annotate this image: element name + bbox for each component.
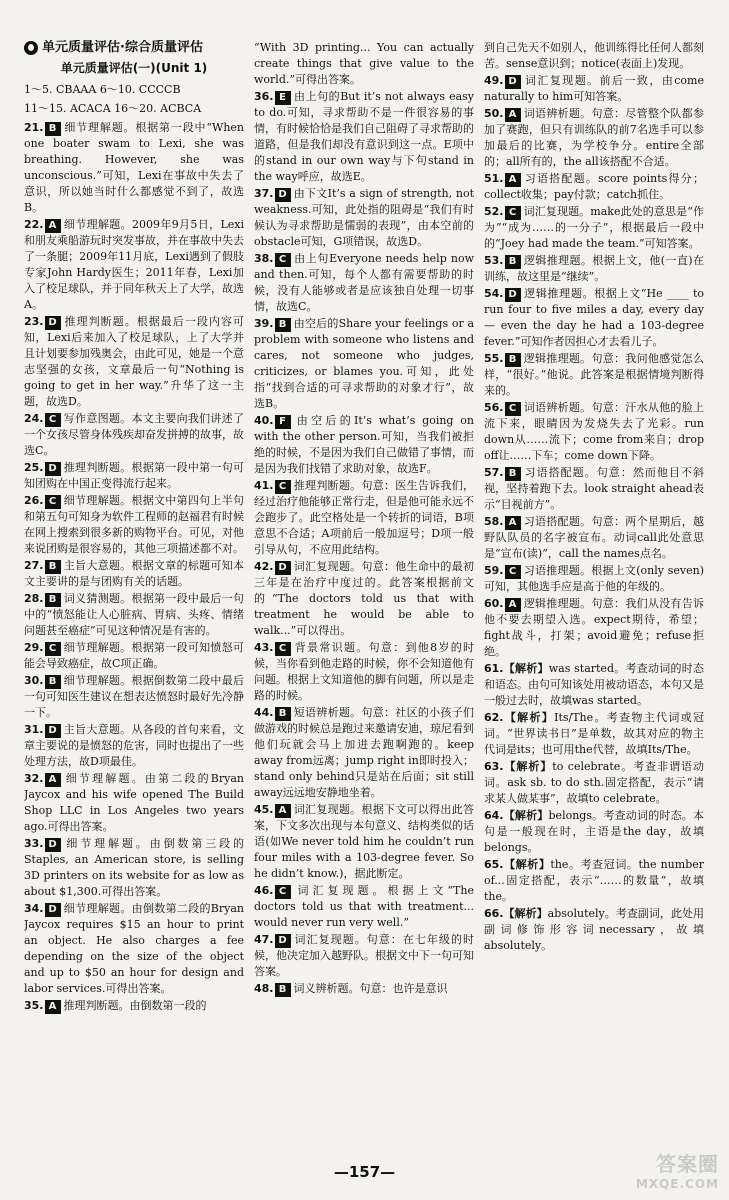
question-number: 23. xyxy=(24,315,44,328)
question-explanation xyxy=(484,563,704,595)
analysis-tag: 【解析】 xyxy=(503,858,551,871)
answer-box: A xyxy=(505,516,521,530)
question-number: 50. xyxy=(484,107,504,120)
explanation-text: 由空后的Share your feelings or a problem with someone who listens and cares, not someone who judges, criticizes, or blames you.可知，此处指“找到合适的可寻求帮助的对象才行”，故选B。 xyxy=(254,317,474,410)
question-number: 60. xyxy=(484,597,504,610)
answer-box: D xyxy=(275,561,291,575)
question-explanation xyxy=(484,286,704,350)
answer-box: D xyxy=(45,838,61,852)
analysis-tag: 【解析】 xyxy=(503,662,549,675)
answer-box: C xyxy=(275,253,291,267)
page-number: —157— xyxy=(333,1163,396,1181)
explanation-text: 习语搭配题。句意：两个星期后，越野队队员的名字被宣布。动词call此处意思是“宣布(读)”，call the names点名。 xyxy=(484,515,704,560)
question-explanation xyxy=(484,253,704,285)
question-explanation xyxy=(24,314,244,410)
answer-box: D xyxy=(275,188,291,202)
question-explanation xyxy=(254,89,474,185)
question-explanation xyxy=(254,186,474,250)
answer-box: D xyxy=(45,903,61,917)
question-explanation xyxy=(484,73,704,105)
question-number: 30. xyxy=(24,674,44,687)
question-number: 55. xyxy=(484,352,504,365)
analysis-tag: 【解析】 xyxy=(503,711,555,724)
explanation-text: 习语推理题。根据上文(only seven)可知，其他选手应是高于他的年级的。 xyxy=(484,564,704,593)
question-explanation xyxy=(24,771,244,835)
question-number: 43. xyxy=(254,641,274,654)
answer-box: C xyxy=(275,480,291,494)
unit-title: 单元质量评估(一)(Unit 1) xyxy=(60,61,208,75)
question-number: 36. xyxy=(254,90,274,103)
explanation-text: 词汇复现题。make此处的意思是“作为”“成为……的一分子”，根据最后一段中的“Joey had made the team.”可知答案。 xyxy=(484,205,704,250)
explanation-text: 到自己先天不如别人，他训练得比任何人都刻苦。sense意识到；notice(表面上)发现。 xyxy=(484,41,704,70)
answer-box: B xyxy=(275,707,291,721)
explanation-text: 细节理解题。由倒数第三段的Staples, an American store, is selling 3D printers on its website for as low as about $1,300.可得出答案。 xyxy=(24,837,244,898)
answer-box: B xyxy=(45,560,61,574)
question-number: 61. xyxy=(484,662,504,675)
answer-box: D xyxy=(275,934,291,948)
answer-box: D xyxy=(505,75,521,89)
question-explanation xyxy=(484,106,704,170)
answer-box: A xyxy=(45,773,61,787)
question-number: 58. xyxy=(484,515,504,528)
explanation-text: 词汇复现题。前后一致，由come naturally to him可知答案。 xyxy=(484,74,704,103)
question-number: 27. xyxy=(24,559,44,572)
explanation-text: 写作意图题。本文主要向我们讲述了一个女孩尽管身体残疾却奋发拼搏的故事，故选C。 xyxy=(24,412,244,457)
explanation-text: 细节理解题。根据第一段中“When one boater swam to Lexi, she was breathing. However, she was unconscious.”可知，Lexi在事故中失去了意识，所以她当时什么都感觉不到了，故选B。 xyxy=(24,121,244,214)
question-explanation xyxy=(254,478,474,558)
question-explanation xyxy=(484,351,704,399)
answer-box: B xyxy=(275,983,291,997)
answer-box: C xyxy=(45,642,61,656)
question-number: 31. xyxy=(24,723,44,736)
answer-page xyxy=(24,40,705,1160)
question-number: 37. xyxy=(254,187,274,200)
question-explanation xyxy=(254,559,474,639)
answer-box: A xyxy=(45,1000,61,1014)
question-explanation xyxy=(484,465,704,513)
watermark-logo xyxy=(636,1154,719,1194)
explanation-text: belongs。考查动词的时态。本句是一般现在时，主语是the day，故填belongs。 xyxy=(484,809,704,854)
explanation-text: 由下文It’s a sign of strength, not weakness.可知，此处指的阻碍是“我们有时候认为寻求帮助是懦弱的表现”，由本空前的obstacle可知，G项错误，故选D。 xyxy=(254,187,474,248)
answer-box: C xyxy=(505,565,521,579)
question-explanation xyxy=(24,640,244,672)
explanation-text: 词汇复现题。根据下文可以得出此答案，下文多次出现与本句意义、结构类似的话语(如We never told him he couldn’t run four miles with a 103-degree fever. So he didn’t know.)，据此断定。 xyxy=(254,803,474,880)
question-explanation xyxy=(24,217,244,313)
explanation-text: 推理判断题。句意：医生告诉我们，经过治疗他能够正常行走，但是他可能永远不会跑步了。此空格处是一个转折的词语，B项意思不合适；A项前后一般加逗号；D项一般引导从句，不应用此结构。 xyxy=(254,479,474,556)
answer-box: A xyxy=(45,219,61,233)
question-explanation xyxy=(254,802,474,882)
answer-box: C xyxy=(505,206,521,220)
question-number: 39. xyxy=(254,317,274,330)
explanation-text: 词汇复现题。根据上文“The doctors told us that with treatment... would never run very well.” xyxy=(254,884,474,929)
explanation-text: 习语搭配题。score points得分；collect收集；pay付款；catch抓住。 xyxy=(484,172,704,201)
answer-box: B xyxy=(505,353,521,367)
section-logo-icon xyxy=(24,41,38,55)
explanation-text: 习语搭配题。句意：然而他目不斜视，坚持着跑下去。look straight ahead表示“目视前方”。 xyxy=(484,466,704,511)
question-explanation xyxy=(254,705,474,801)
explanation-text: absolutely。考查副词，此处用副词修饰形容词necessary，故填absolutely。 xyxy=(484,907,704,952)
explanation-text: 细节理解题。根据倒数第二段中最后一句可知医生建议在想表达愤怒时最好先冷静一下。 xyxy=(24,674,244,719)
question-number: 59. xyxy=(484,564,504,577)
question-number: 48. xyxy=(254,982,274,995)
explanation-text: 由上句Everyone needs help now and then.可知，每个人都有需要帮助的时候，没有人能够或者是应该独自处理一切事情，故选C。 xyxy=(254,252,474,313)
explanation-text: 词语辨析题。句意：汗水从他的脸上流下来，眼睛因为发烧失去了光彩。run down从……流下；come from来自；drop off让……下车；come down下降。 xyxy=(484,401,704,462)
question-number: 54. xyxy=(484,287,504,300)
analysis-tag: 【解析】 xyxy=(503,760,553,773)
explanation-text: 推理判断题。根据第一段中第一句可知团购在中国正变得流行起来。 xyxy=(24,461,244,490)
question-number: 22. xyxy=(24,218,44,231)
answer-box: C xyxy=(45,413,61,427)
explanation-text: 主旨大意题。根据文章的标题可知本文主要讲的是与团购有关的话题。 xyxy=(24,559,244,588)
analysis-tag: 【解析】 xyxy=(503,809,549,822)
answer-box: D xyxy=(45,316,61,330)
explanation-text: 逻辑推理题。句意：我问他感觉怎么样，“很好。”他说。此答案是根据情境判断得来的。 xyxy=(484,352,704,397)
question-number: 52. xyxy=(484,205,504,218)
explanation-text: “With 3D printing... You can actually create things that give value to the world.”可得出答案。 xyxy=(254,41,474,86)
question-explanation xyxy=(484,661,704,709)
column-3 xyxy=(484,40,704,1160)
question-number: 51. xyxy=(484,172,504,185)
question-number: 40. xyxy=(254,414,274,427)
question-explanation xyxy=(254,883,474,931)
explanation-text: 细节理解题。由倒数第二段的Bryan Jaycox requires $15 an hour to print an object. He also charges a fee depending on the size of the object and up to $50 an hour for design and labor services.可得出答案。 xyxy=(24,902,244,995)
question-explanation xyxy=(484,171,704,203)
question-explanation xyxy=(24,411,244,459)
question-explanation xyxy=(24,722,244,770)
question-explanation xyxy=(24,998,244,1014)
answer-box: A xyxy=(275,804,291,818)
question-number: 65. xyxy=(484,858,504,871)
question-number: 29. xyxy=(24,641,44,654)
question-explanation xyxy=(254,932,474,980)
question-explanation xyxy=(484,40,704,72)
question-number: 53. xyxy=(484,254,504,267)
answer-box: D xyxy=(45,462,61,476)
answer-box: E xyxy=(275,91,291,105)
question-number: 25. xyxy=(24,461,44,474)
answer-box: D xyxy=(45,724,61,738)
explanation-text: 主旨大意题。从各段的首句来看，文章主要说的是愤怒的危害，同时也提出了一些处理方法，故D项最佳。 xyxy=(24,723,244,768)
explanation-text: was started。考查动词的时态和语态。由句可知该处用被动语态，本句又是一般过去时，故填was started。 xyxy=(484,662,704,707)
question-number: 56. xyxy=(484,401,504,414)
answer-box: A xyxy=(505,108,521,122)
question-number: 35. xyxy=(24,999,44,1012)
question-number: 45. xyxy=(254,803,274,816)
explanation-text: 逻辑推理题。根据上文“He ____ to run four to five miles a day, every day — even the day he had a 103-degree fever.”可知作者因担心才去看儿子。 xyxy=(484,287,704,348)
explanation-text: 词语辨析题。句意：尽管整个队都参加了赛跑，但只有训练队的前7名选手可以参加最后的比赛，为学校争分。entire全部的；all所有的，the all该搭配不合适。 xyxy=(484,107,704,168)
explanation-text: 逻辑推理题。句意：我们从没有告诉他不要去期望入选。expect期待，希望；fight战斗，打架；avoid避免；refuse拒绝。 xyxy=(484,597,704,658)
question-number: 33. xyxy=(24,837,44,850)
question-number: 38. xyxy=(254,252,274,265)
explanation-text: 由空后的It’s what’s going on with the other person.可知，当我们被拒绝的时候，不是因为我们自己做错了事情，而是因为我们找错了求助对象，故选F。 xyxy=(254,414,474,475)
answer-box: A xyxy=(505,598,521,612)
question-number: 42. xyxy=(254,560,274,573)
answer-box: B xyxy=(45,675,61,689)
question-number: 62. xyxy=(484,711,504,724)
question-explanation xyxy=(484,596,704,660)
analysis-tag: 【解析】 xyxy=(503,907,548,920)
question-number: 57. xyxy=(484,466,504,479)
explanation-text: 逻辑推理题。根据上文，他(一直)在训练，故这里是“继续”。 xyxy=(484,254,704,283)
question-explanation xyxy=(484,710,704,758)
answer-box: C xyxy=(275,642,291,656)
explanation-text: 背景常识题。句意：到他8岁的时候，当你看到他走路的时候，你不会知道他有问题。根据上文知道他的脚有问题，所以是走路的时候。 xyxy=(254,641,474,702)
column-2 xyxy=(254,40,474,1160)
answer-box: C xyxy=(505,402,521,416)
answer-box: C xyxy=(45,495,61,509)
explanation-text: to celebrate。考查非谓语动词。ask sb. to do sth.固定搭配，表示“请求某人做某事”，故填to celebrate。 xyxy=(484,760,704,805)
question-explanation xyxy=(24,460,244,492)
question-explanation xyxy=(254,251,474,315)
question-number: 24. xyxy=(24,412,44,425)
question-explanation xyxy=(484,400,704,464)
explanation-text: 细节理解题。由第二段的Bryan Jaycox and his wife opened The Build Shop LLC in Los Angeles two years ago.可得出答案。 xyxy=(24,772,244,833)
answer-box: C xyxy=(275,885,291,899)
question-explanation xyxy=(24,558,244,590)
answer-box: D xyxy=(505,288,521,302)
explanation-text: 细节理解题。根据文中第四句上半句和第五句可知身为软件工程师的赵福君有时候在网上搜索到很多新的购物平台。可见，对他来说团购是很容易的，其他三项描述都不对。 xyxy=(24,494,244,555)
explanation-text: 推理判断题。根据最后一段内容可知，Lexi后来加入了校足球队，上了大学并且计划要参加残奥会，由此可见，她是一个意志坚强的女孩，文章最后一句“Nothing is going to get in her way.”升华了这一主题，故选D。 xyxy=(24,315,244,408)
question-explanation xyxy=(484,857,704,905)
explanation-text: 短语辨析题。句意：社区的小孩子们做游戏的时候总是跑过来邀请安迪，琼尼看到他们玩就会马上加进去跑啊跑的。keep away from远离；jump right in即时投入；stand only behind只是站在后面；sit still away远远地安静地坐着。 xyxy=(254,706,474,799)
question-number: 47. xyxy=(254,933,274,946)
question-explanation xyxy=(254,640,474,704)
question-explanation xyxy=(24,591,244,639)
question-explanation xyxy=(24,901,244,997)
column-1 xyxy=(24,40,244,1160)
answer-box: B xyxy=(45,593,61,607)
explanation-text: the。考查冠词。the number of...固定搭配，表示“……的数量”，故填the。 xyxy=(484,858,704,903)
section-title: 单元质量评估·综合质量评估 xyxy=(42,40,203,55)
question-number: 34. xyxy=(24,902,44,915)
question-explanation xyxy=(484,204,704,252)
question-number: 64. xyxy=(484,809,504,822)
answer-key-row: 1～5. CBAAA 6～10. CCCCB xyxy=(24,83,181,96)
question-explanation xyxy=(24,493,244,557)
explanation-text: 词义辨析题。句意：也许是意识 xyxy=(293,982,448,995)
question-number: 41. xyxy=(254,479,274,492)
question-number: 46. xyxy=(254,884,274,897)
question-explanation xyxy=(24,120,244,216)
explanation-text: 细节理解题。根据第一段可知愤怒可能会导致癌症，故C项正确。 xyxy=(24,641,244,670)
question-explanation xyxy=(254,316,474,412)
answer-key-row: 11～15. ACACA 16～20. ACBCA xyxy=(24,102,202,115)
question-explanation xyxy=(254,981,474,997)
explanation-text: 词义猜测题。根据第一段中最后一句中的“愤怒能让人心脏病、胃病、头疼、情绪问题甚至癌症”可见这种情况是有害的。 xyxy=(24,592,244,637)
answer-box: B xyxy=(275,318,291,332)
question-explanation xyxy=(484,906,704,954)
answer-box: A xyxy=(505,173,521,187)
question-explanation xyxy=(254,413,474,477)
question-number: 49. xyxy=(484,74,504,87)
explanation-text: 细节理解题。2009年9月5日，Lexi和朋友乘船游玩时突发事故，并在事故中失去了一条腿；2009年11月底，Lexi遇到了假肢专家John Hardy医生；2011年春，Lexi加入了校足球队，并于同年秋天上了大学，故选A。 xyxy=(24,218,244,311)
question-number: 32. xyxy=(24,772,44,785)
explanation-text: Its/The。考查物主代词或冠词。“世界读书日”是单数，故其对应的物主代词是its；也可用the代替，故填Its/The。 xyxy=(484,711,704,756)
answer-box: B xyxy=(505,467,521,481)
question-explanation xyxy=(254,40,474,88)
answer-box: F xyxy=(275,415,291,429)
question-explanation xyxy=(24,836,244,900)
question-explanation xyxy=(484,759,704,807)
explanation-text: 推理判断题。由倒数第一段的 xyxy=(63,999,207,1012)
question-number: 26. xyxy=(24,494,44,507)
explanation-text: 词汇复现题。句意：在七年级的时候，他决定加入越野队。根据文中下一句可知答案。 xyxy=(254,933,474,978)
watermark-text: 答案圈 xyxy=(656,1152,719,1176)
question-number: 28. xyxy=(24,592,44,605)
section-header xyxy=(24,40,244,56)
question-number: 21. xyxy=(24,121,44,134)
question-number: 66. xyxy=(484,907,504,920)
explanation-text: 词汇复现题。句意：他生命中的最初三年是在治疗中度过的。此答案根据前文的“The doctors told us that with treatment he would be able to walk...”可以得出。 xyxy=(254,560,474,637)
answer-box: B xyxy=(45,122,61,136)
question-number: 63. xyxy=(484,760,504,773)
question-explanation xyxy=(24,673,244,721)
question-explanation xyxy=(484,514,704,562)
question-number: 44. xyxy=(254,706,274,719)
explanation-text: 由上句的But it’s not always easy to do.可知，寻求帮助不是一件很容易的事情，有时候恰恰是我们自己阻碍了寻求帮助的道路，但是我们却没有意识到这一点。E项中的stand in our own way与下句stand in the way呼应，故选E。 xyxy=(254,90,474,183)
question-explanation xyxy=(484,808,704,856)
answer-box: B xyxy=(505,255,521,269)
watermark-url: MXQE.COM xyxy=(635,1177,719,1191)
